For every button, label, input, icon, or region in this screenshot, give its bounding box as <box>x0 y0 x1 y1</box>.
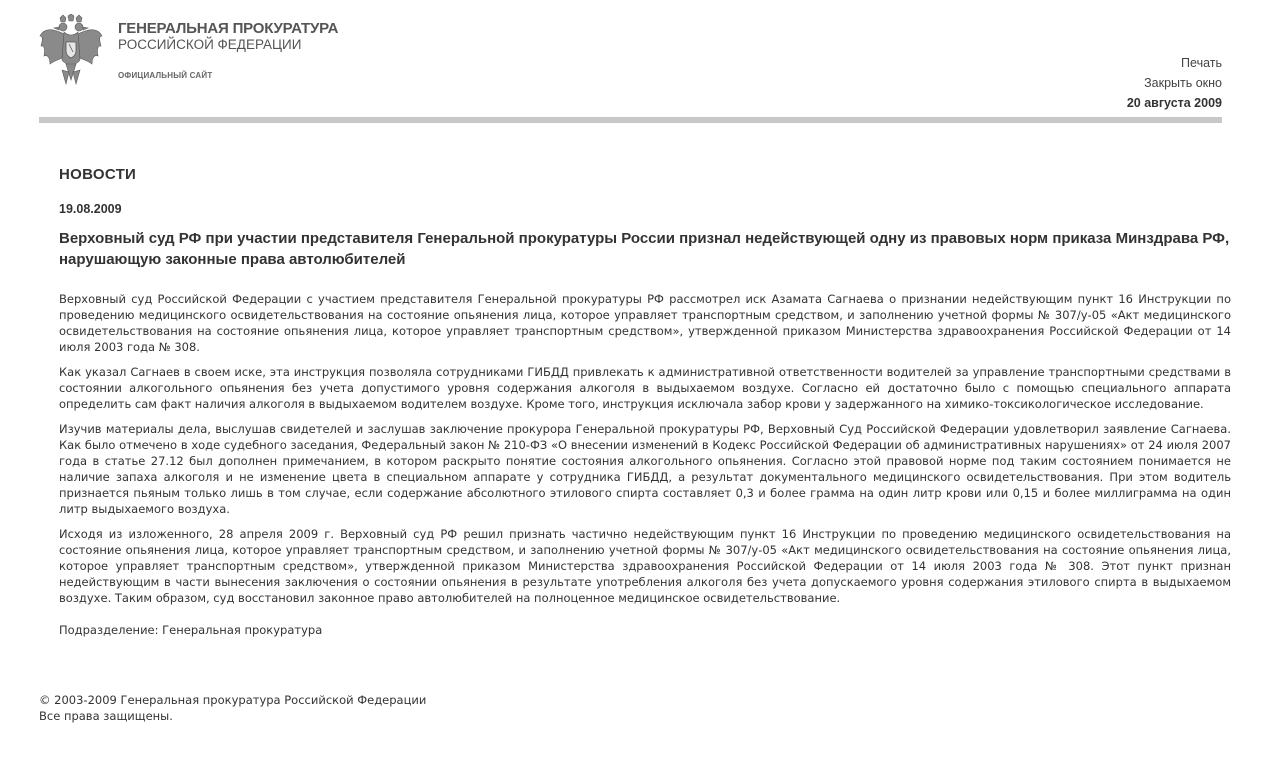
org-subtitle: РОССИЙСКОЙ ФЕДЕРАЦИИ <box>118 37 302 52</box>
section-title: НОВОСТИ <box>59 166 137 183</box>
news-title: Верховный суд РФ при участии представителя Генеральной прокуратуры России признал недействующей одну из правовых норм приказа Минздрава РФ, нарушающую законные права автолюбителей <box>59 230 1230 268</box>
news-paragraph: Исходя из изложенного, 28 апреля 2009 г. Верховный суд РФ решил признать частично недействующим пункт 16 Инструкции по проведению медицинского освидетельствования на состояние опьянения лица, которое управляет транспортным средством, и заполнению учетной формы № 307/у-05 «Акт медицинского освидетельствования на состояние опьянения лица, которое управляет транспортным средством», утвержденной приказом Министерства здравоохранения Российской Федерации от 14 июля 2003 года № 308. Этот пункт признан недействующим в части вынесения заключения о состоянии опьянения в результате употребления алкоголя без учета допускаемого уровня содержания этилового спирта в выдыхаемом воздухе. Таким образом, суд восстановил законное право автолюбителей на полноценное медицинское освидетельствование. <box>59 527 1231 605</box>
division-label: Подразделение: Генеральная прокуратура <box>59 623 323 637</box>
copyright: © 2003-2009 Генеральная прокуратура Российской Федерации <box>39 693 427 707</box>
news-date: 19.08.2009 <box>59 202 122 216</box>
news-paragraph: Как указал Сагнаев в своем иске, эта инструкция позволяла сотрудниками ГИБДД привлекать к административной ответственности водителей за управление транспортными средствами в состоянии алкогольного опьянения без учета допустимого уровня содержания алкоголя в выдыхаемом воздухе. Согласно ей достаточно было с помощью специального аппарата определить сам факт наличия алкоголя в выдыхаемом водителем воздухе. Кроме того, инструкция исключала забор крови у задержанного на химико-токсикологическое исследование. <box>59 365 1231 411</box>
official-site-label: ОФИЦИАЛЬНЫЙ САЙТ <box>118 71 213 80</box>
header-divider <box>39 117 1222 123</box>
current-date: 20 августа 2009 <box>1126 96 1222 110</box>
news-paragraph: Изучив материалы дела, выслушав свидетелей и заслушав заключение прокурора Генеральной прокуратуры РФ, Верховный Суд Российской Федерации удовлетворил заявление Сагнаева. Как было отмечено в ходе судебного заседания, Федеральный закон № 210-ФЗ «О внесении изменений в Кодекс Российской Федерации об административных нарушениях» от 24 июля 2007 года в статье 27.12 был дополнен примечанием, в котором раскрыто понятие состояния алкогольного опьянения. Согласно этой правовой норме под таким состоянием понимается не наличие запаха алкоголя и не изменение цвета в специальном аппарате у сотрудника ГИБДД, а результат документального медицинского освидетельствования. При этом водитель признается пьяным только лишь в том случае, если содержание абсолютного этилового спирта составляет 0,3 и более грамма на один литр крови или 0,15 и более миллиграмма на один литр выдыхаемого воздуха. <box>59 422 1231 516</box>
double-headed-eagle-emblem-icon <box>38 14 104 88</box>
close-window-link[interactable]: Закрыть окно <box>1144 76 1222 90</box>
news-content <box>59 165 1231 637</box>
news-body <box>59 291 1231 615</box>
rights-reserved: Все права защищены. <box>39 709 173 723</box>
print-link[interactable]: Печать <box>1181 56 1222 70</box>
header <box>0 0 1263 125</box>
org-name: ГЕНЕРАЛЬНАЯ ПРОКУРАТУРА <box>118 20 339 37</box>
top-links <box>1127 55 1222 115</box>
news-paragraph: Верховный суд Российской Федерации с участием представителя Генеральной прокуратуры РФ рассмотрел иск Азамата Сагнаева о признании недействующим пункт 16 Инструкции по проведению медицинского освидетельствования на состояние опьянения лица, которое управляет транспортным средством, и заполнению учетной формы № 307/у-05 «Акт медицинского освидетельствования на состояние опьянения лица, которое управляет транспортным средством», утвержденной приказом Министерства здравоохранения Российской Федерации от 14 июля 2003 года № 308. <box>59 292 1231 354</box>
footer <box>39 692 426 724</box>
